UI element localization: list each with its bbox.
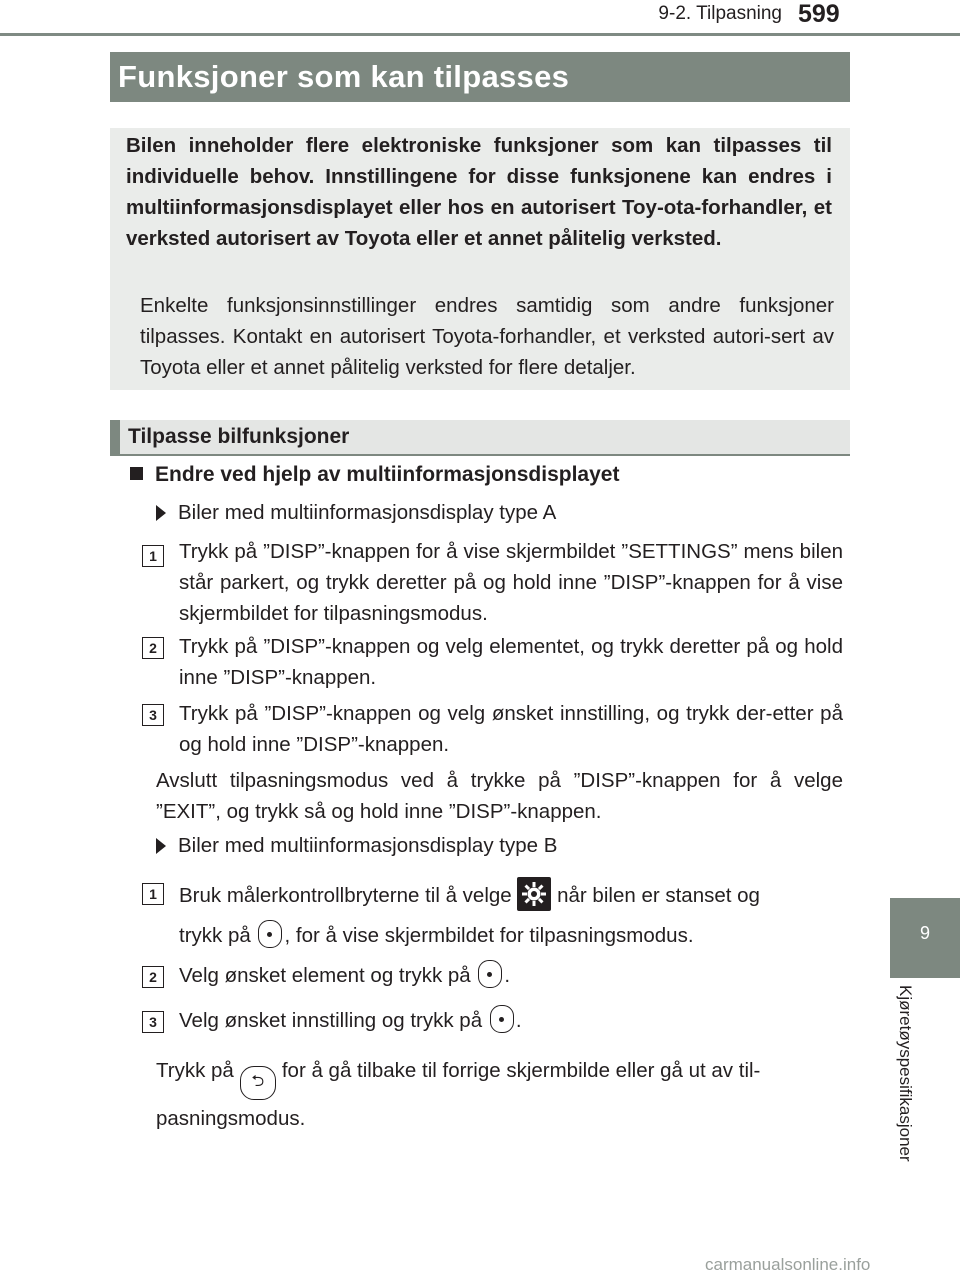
section-heading-text: Endre ved hjelp av multiinformasjonsdisplayet (155, 463, 620, 486)
back-note: Trykk på ⮌ for å gå tilbake til forrige skjermbilde eller gå ut av til- pasningsmodus. (156, 1059, 761, 1130)
step-text: Trykk på ”DISP”-knappen og velg ønsket innstilling, og trykk der-etter på og hold inne ”DISP”-knappen. (179, 702, 843, 756)
step-number: 2 (142, 637, 164, 659)
page-number: 599 (798, 0, 840, 28)
chapter-side-label: Kjøretøyspesifikasjoner (896, 985, 915, 1162)
subheading-accent (110, 420, 120, 454)
arrow-bullet-icon (156, 505, 166, 521)
intro-bold-text: Bilen inneholder flere elektroniske funksjoner som kan tilpasses til individuelle behov. Innstillingene for disse funksjonene kan endres i multiinformasjonsdisplayet eller hos en autorisert Toy-ota-forhandler, et verksted autorisert av Toyota eller et annet pålitelig verksted. (126, 134, 832, 250)
step-text: Velg ønsket innstilling og trykk på . (179, 1005, 843, 1036)
exit-note: Avslutt tilpasningsmodus ved å trykke på ”DISP”-knappen for å velge ”EXIT”, og trykk så og hold inne ”DISP”-knappen. (156, 769, 843, 823)
step-number: 3 (142, 704, 164, 726)
ok-button-icon (490, 1005, 514, 1033)
square-bullet-icon (130, 467, 143, 480)
step-number: 1 (142, 883, 164, 905)
header-rule (0, 33, 960, 36)
gear-icon (517, 877, 551, 911)
step-number: 2 (142, 966, 164, 988)
step-text: Trykk på ”DISP”-knappen og velg elementet, og trykk deretter på og hold inne ”DISP”-knappen. (179, 635, 843, 689)
watermark: carmanualsonline.info (705, 1255, 871, 1274)
step-number: 1 (142, 545, 164, 567)
section-heading (130, 463, 619, 487)
subheading-label: Tilpasse bilfunksjoner (128, 425, 350, 448)
page-title: Funksjoner som kan tilpasses (110, 52, 850, 102)
type-a-label: Biler med multiinformasjonsdisplay type A (156, 501, 556, 525)
type-b-label: Biler med multiinformasjonsdisplay type B (156, 834, 557, 858)
step-text: Bruk målerkontrollbryterne til å velge når bilen er stanset og trykk på , for å vise skjermbildet for tilpasningsmodus. (179, 876, 843, 956)
step-text: Trykk på ”DISP”-knappen for å vise skjermbildet ”SETTINGS” mens bilen står parkert, og trykk deretter på og hold inne ”DISP”-knappen for å vise skjermbildet for tilpasningsmodus. (179, 540, 843, 625)
step-number: 3 (142, 1011, 164, 1033)
arrow-bullet-icon (156, 838, 166, 854)
intro-normal-text: Enkelte funksjonsinnstillinger endres samtidig som andre funksjoner tilpasses. Kontakt en autorisert Toyota-forhandler, et verksted autori-sert av Toyota eller et annet pålitelig verksted for flere detaljer. (140, 294, 834, 379)
subheading-bar (110, 420, 850, 456)
header-section: 9-2. Tilpasning (658, 3, 782, 24)
ok-button-icon (258, 920, 282, 948)
back-button-icon: ⮌ (240, 1066, 276, 1100)
ok-button-icon (478, 960, 502, 988)
chapter-tab: 9 (890, 898, 960, 978)
step-text: Velg ønsket element og trykk på . (179, 960, 843, 991)
